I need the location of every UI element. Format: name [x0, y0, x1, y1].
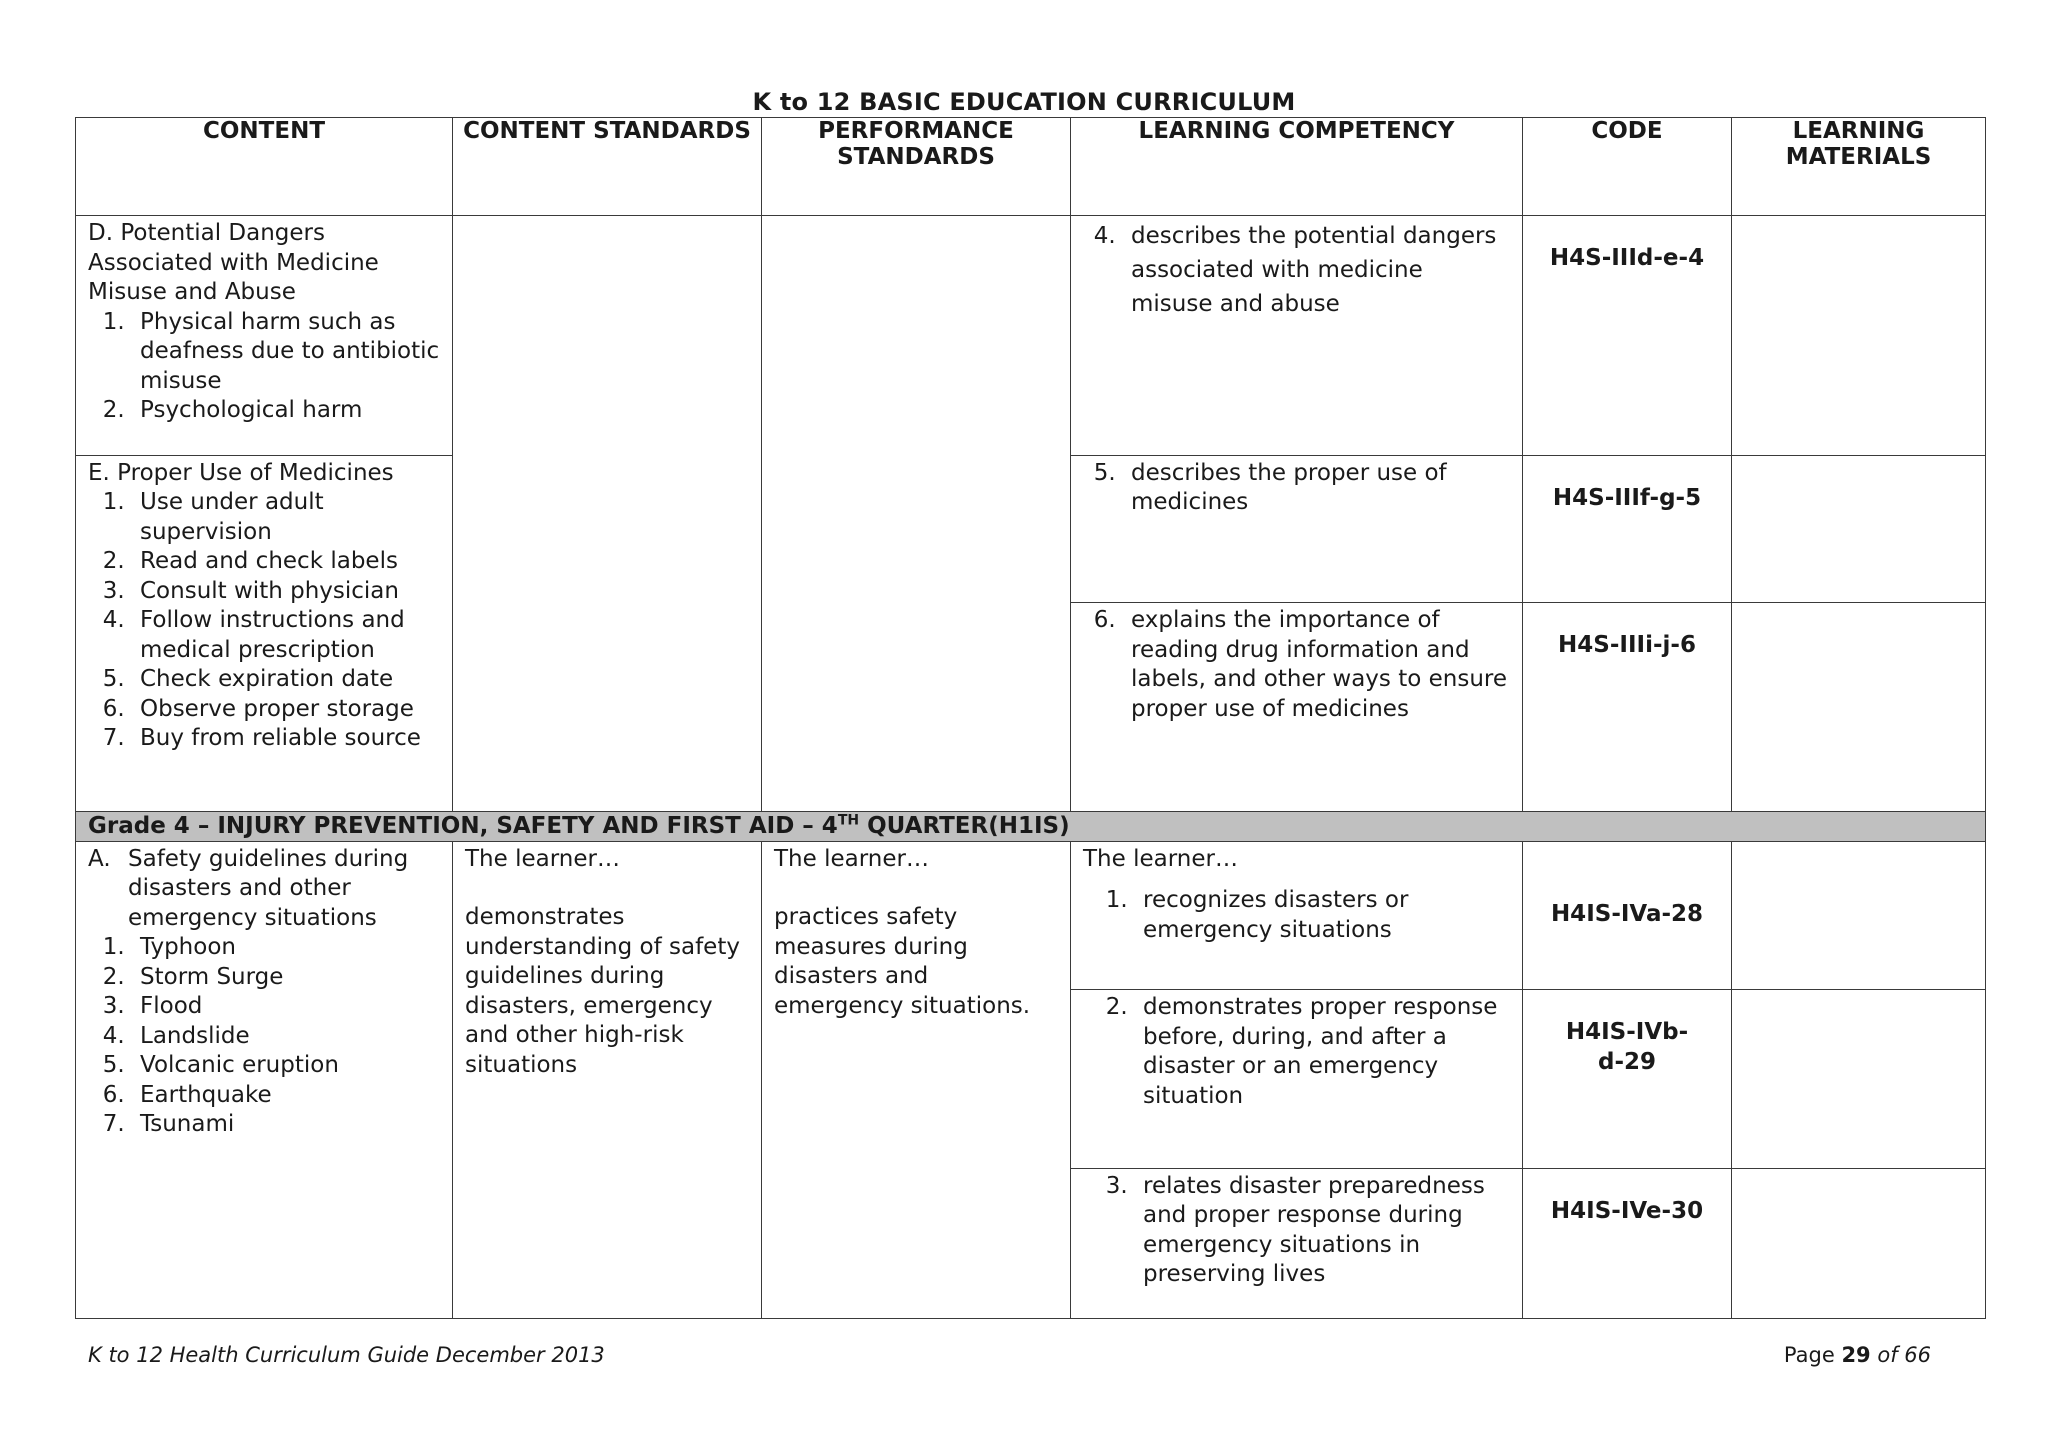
- section-e-heading: E. Proper Use of Medicines: [88, 459, 394, 486]
- header-learning-materials: LEARNING MATERIALS: [1732, 118, 1986, 216]
- table-row-d: [76, 216, 1986, 456]
- code-value: H4S-IIIf-g-5: [1552, 484, 1702, 511]
- code-value: H4IS-IVb-d-29: [1565, 1019, 1689, 1075]
- code-value: H4S-IIId-e-4: [1549, 245, 1705, 272]
- list-item: 5. Volcanic eruption: [132, 1051, 440, 1081]
- list-item: 6. Earthquake: [132, 1081, 440, 1111]
- competency-cell-a2: [1071, 990, 1523, 1168]
- code-value: H4S-IIIi-j-6: [1558, 632, 1696, 659]
- code-value: H4IS-IVe-30: [1550, 1197, 1704, 1224]
- competency-cell-6: [1071, 603, 1523, 812]
- code-cell-a3: [1523, 1168, 1732, 1318]
- list-item: 3. Consult with physician: [132, 577, 440, 607]
- competency-list-5: [1083, 459, 1510, 518]
- list-item: 2. Read and check labels: [132, 547, 440, 577]
- competency-list-a2: [1083, 993, 1510, 1111]
- learner-intro: The learner…: [1083, 845, 1238, 872]
- competency-item-3: 3. relates disaster preparedness and proper response during emergency situations in preserving lives: [1135, 1172, 1510, 1290]
- grade-band-sup: TH: [837, 812, 860, 829]
- header-content: CONTENT: [76, 118, 453, 216]
- competency-item-6: 6. explains the importance of reading drug information and labels, and other ways to ensure proper use of medicines: [1123, 606, 1510, 724]
- competency-list-a1: [1083, 886, 1510, 945]
- section-a-heading-row: [88, 845, 440, 934]
- code-cell-a2: [1523, 990, 1732, 1168]
- grade-band-row: [76, 811, 1986, 841]
- competency-list-4: [1083, 219, 1510, 321]
- list-item: 6. Observe proper storage: [132, 695, 440, 725]
- competency-cell-4: [1071, 216, 1523, 456]
- header-row: [76, 118, 1986, 216]
- materials-cell-a2: [1732, 990, 1986, 1168]
- competency-item-1: 1. recognizes disasters or emergency situations: [1135, 886, 1510, 945]
- content-cell-a: [76, 841, 453, 1318]
- list-item: 1. Typhoon: [132, 933, 440, 963]
- content-cell-e: [76, 455, 453, 811]
- performance-standard-text: practices safety measures during disasters and emergency situations.: [774, 904, 1031, 1019]
- section-d-list: [88, 308, 440, 426]
- header-performance-standards: PERFORMANCE STANDARDS: [762, 118, 1071, 216]
- list-item: 1. Physical harm such as deafness due to antibiotic misuse: [132, 308, 440, 397]
- footer-guide-title: K to 12 Health Curriculum Guide December 2013: [88, 1343, 605, 1367]
- competency-item-5: 5. describes the proper use of medicines: [1123, 459, 1510, 518]
- section-d-heading: D. Potential Dangers Associated with Medicine Misuse and Abuse: [88, 220, 379, 306]
- content-cell-d: [76, 216, 453, 456]
- content-standards-cell-de: [453, 216, 762, 811]
- learner-intro: The learner…: [465, 845, 620, 872]
- list-item: 1. Use under adult supervision: [132, 488, 440, 547]
- code-cell-a1: [1523, 841, 1732, 989]
- materials-cell-5: [1732, 455, 1986, 602]
- header-content-standards: CONTENT STANDARDS: [453, 118, 762, 216]
- section-a-heading: Safety guidelines during disasters and other emergency situations: [128, 845, 409, 931]
- list-item: 2. Storm Surge: [132, 963, 440, 993]
- competency-list-6: [1083, 606, 1510, 724]
- curriculum-table: [75, 117, 1986, 1319]
- competency-cell-a3: [1071, 1168, 1523, 1318]
- list-item: 4. Follow instructions and medical prescription: [132, 606, 440, 665]
- section-a-letter: A.: [88, 845, 111, 872]
- content-standard-text: demonstrates understanding of safety guidelines during disasters, emergency and other high-risk situations: [465, 904, 740, 1078]
- materials-cell-a1: [1732, 841, 1986, 989]
- performance-standards-cell-de: [762, 216, 1071, 811]
- competency-item-4: 4. describes the potential dangers associated with medicine misuse and abuse: [1123, 219, 1510, 321]
- performance-standards-cell-a: [762, 841, 1071, 1318]
- list-item: 4. Landslide: [132, 1022, 440, 1052]
- footer-page-number: [1784, 1343, 1931, 1367]
- grade-band-suffix: QUARTER(H1IS): [859, 813, 1070, 840]
- header-code: CODE: [1523, 118, 1732, 216]
- list-item: 5. Check expiration date: [132, 665, 440, 695]
- list-item: 3. Flood: [132, 992, 440, 1022]
- competency-cell-a1: [1071, 841, 1523, 989]
- table-row-a1: [76, 841, 1986, 989]
- list-item: 7. Buy from reliable source: [132, 724, 440, 754]
- materials-cell-a3: [1732, 1168, 1986, 1318]
- document-title: K to 12 BASIC EDUCATION CURRICULUM: [752, 88, 1296, 116]
- code-value: H4IS-IVa-28: [1550, 900, 1704, 927]
- materials-cell-6: [1732, 603, 1986, 812]
- page-num: 29: [1841, 1343, 1871, 1367]
- list-item: 7. Tsunami: [132, 1110, 440, 1140]
- content-standards-cell-a: [453, 841, 762, 1318]
- materials-cell-4: [1732, 216, 1986, 456]
- section-a-list: [88, 933, 440, 1140]
- competency-list-a3: [1083, 1172, 1510, 1290]
- list-item: 2. Psychological harm: [132, 396, 440, 426]
- competency-cell-5: [1071, 455, 1523, 602]
- competency-item-2: 2. demonstrates proper response before, during, and after a disaster or an emergency situation: [1135, 993, 1510, 1111]
- grade-band: [76, 811, 1986, 841]
- header-learning-competency: LEARNING COMPETENCY: [1071, 118, 1523, 216]
- page-of: of 66: [1877, 1343, 1931, 1367]
- grade-band-prefix: Grade 4 – INJURY PREVENTION, SAFETY AND FIRST AID – 4: [88, 813, 838, 840]
- code-cell-5: [1523, 455, 1732, 602]
- learner-intro: The learner…: [774, 845, 929, 872]
- page-label: Page: [1783, 1343, 1835, 1367]
- code-cell-6: [1523, 603, 1732, 812]
- section-e-list: [88, 488, 440, 754]
- code-cell-4: [1523, 216, 1732, 456]
